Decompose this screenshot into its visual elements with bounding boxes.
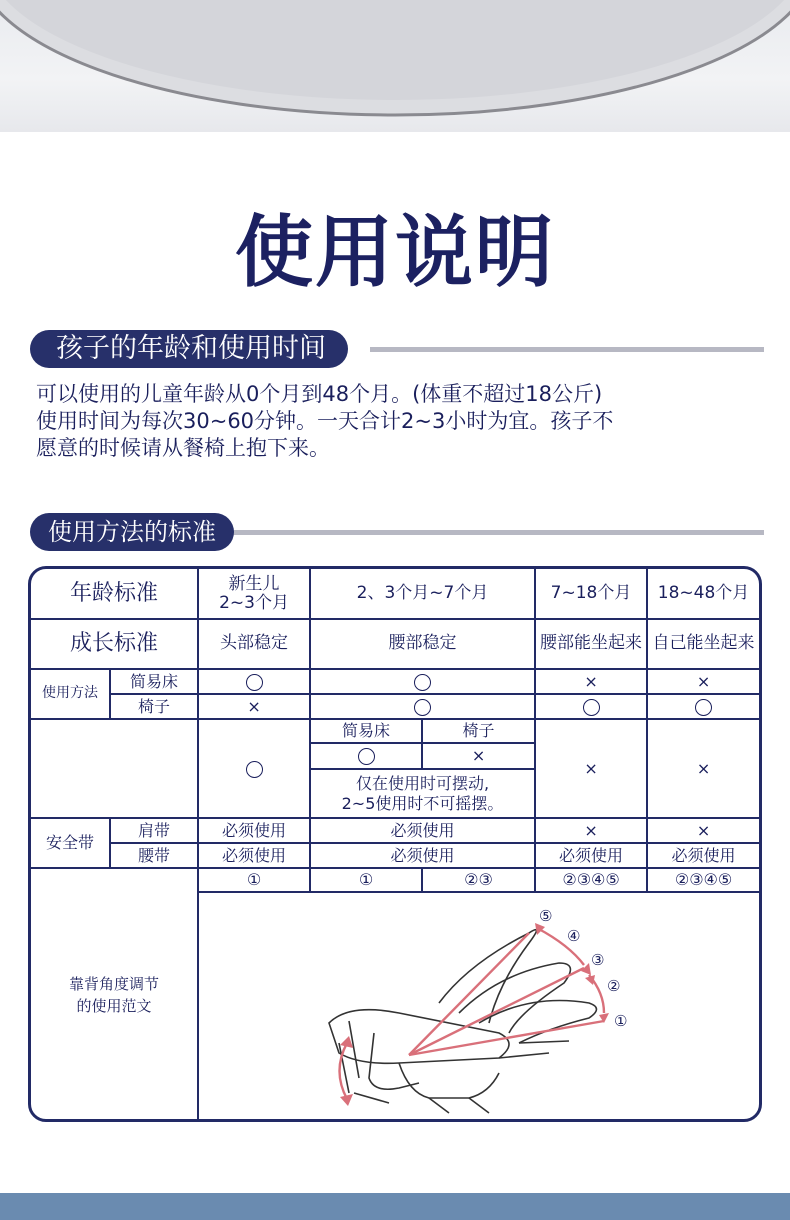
swing-note <box>310 769 535 818</box>
table-cell <box>310 694 535 719</box>
table-cell: 必须使用 <box>198 818 310 843</box>
paragraph-line: 愿意的时候请从餐椅上抱下来。 <box>36 436 330 460</box>
paragraph-line: 使用时间为每次30~60分钟。一天合计2~3小时为宜。孩子不 <box>36 409 614 433</box>
usage-bed-label: 简易床 <box>110 669 198 694</box>
circle-mark <box>695 699 712 716</box>
usage-chair-label: 椅子 <box>110 694 198 719</box>
table-row-age <box>31 569 759 619</box>
chair-sketch <box>329 930 597 1113</box>
table-cell <box>647 694 759 719</box>
swing-note-line: 2~5使用时不可摇摆。 <box>341 793 504 813</box>
section-divider <box>220 530 764 535</box>
recline-label: 靠背角度调节 的使用范文 <box>31 868 198 1121</box>
mark-1: ① <box>614 1012 628 1030</box>
table-cell: × <box>647 719 759 818</box>
section-method-header <box>30 513 763 551</box>
table-cell: × <box>647 818 759 843</box>
circle-mark <box>414 699 431 716</box>
growth-col-waist: 腰部稳定 <box>310 619 535 669</box>
table-cell: ②③④⑤ <box>647 868 759 892</box>
table-cell: × <box>198 694 310 719</box>
section-divider <box>370 347 764 352</box>
swing-sub-bed: 简易床 <box>310 719 422 743</box>
section-method-title: 使用方法的标准 <box>30 513 234 551</box>
table-cell: × <box>535 818 647 843</box>
table-row-usage-bed <box>31 669 759 694</box>
mark-5: ⑤ <box>539 907 553 925</box>
belt-shoulder-label: 肩带 <box>110 818 198 843</box>
table-cell: ②③ <box>422 868 535 892</box>
mark-3: ③ <box>591 951 605 969</box>
circle-mark <box>583 699 600 716</box>
circle-mark <box>414 674 431 691</box>
growth-standard-label: 成长标准 <box>31 619 198 669</box>
top-photo-plate <box>0 0 790 132</box>
table-cell: × <box>535 719 647 818</box>
age-standard-label: 年龄标准 <box>31 569 198 619</box>
table-cell: × <box>647 669 759 694</box>
swing-note-line: 仅在使用时可摆动, <box>355 773 490 793</box>
usage-standard-table <box>28 566 762 1122</box>
table-row-recline-positions <box>31 868 759 892</box>
table-cell: ① <box>198 868 310 892</box>
recline-diagram <box>199 893 759 1121</box>
growth-col-head: 头部稳定 <box>198 619 310 669</box>
table-cell: × <box>535 669 647 694</box>
table-cell: 必须使用 <box>198 843 310 868</box>
page-title: 使用说明 <box>234 208 555 298</box>
age-col-18-48: 18~48个月 <box>647 569 759 619</box>
age-col-newborn: 新生儿 2~3个月 <box>198 569 310 619</box>
usage-method-label: 使用方法 <box>31 669 110 719</box>
circle-mark <box>358 748 375 765</box>
table-row-usage-chair <box>31 694 759 719</box>
table-cell <box>198 669 310 694</box>
belt-waist-label: 腰带 <box>110 843 198 868</box>
section-age-title: 孩子的年龄和使用时间 <box>30 330 348 368</box>
mark-2: ② <box>607 977 621 995</box>
section-age-header <box>30 330 763 368</box>
table-cell: 必须使用 <box>647 843 759 868</box>
table-cell: 必须使用 <box>310 843 535 868</box>
table-row-belt-shoulder <box>31 818 759 843</box>
table-cell <box>198 719 310 818</box>
age-usage-paragraph <box>36 381 676 462</box>
table-cell: 必须使用 <box>535 843 647 868</box>
table-row-belt-waist <box>31 843 759 868</box>
paragraph-line: 可以使用的儿童年龄从0个月到48个月。(体重不超过18公斤) <box>36 382 603 406</box>
table-row-growth <box>31 619 759 669</box>
circle-mark <box>246 761 263 778</box>
swing-label-cell <box>31 719 198 818</box>
mark-4: ④ <box>567 927 581 945</box>
table-cell <box>310 743 422 769</box>
table-cell: ① <box>310 868 422 892</box>
age-col-2-7: 2、3个月~7个月 <box>310 569 535 619</box>
seatbelt-label: 安全带 <box>31 818 110 868</box>
recline-angle-lines <box>340 928 605 1099</box>
table-cell: × <box>422 743 535 769</box>
swing-sub-chair: 椅子 <box>422 719 535 743</box>
circle-mark <box>246 674 263 691</box>
table-cell <box>535 694 647 719</box>
bottom-bar <box>0 1193 790 1220</box>
growth-col-self-sit: 自己能坐起来 <box>647 619 759 669</box>
table-cell: ②③④⑤ <box>535 868 647 892</box>
growth-col-sit: 腰部能坐起来 <box>535 619 647 669</box>
usage-table <box>31 569 759 1122</box>
recline-diagram-cell <box>198 892 759 1121</box>
age-col-7-18: 7~18个月 <box>535 569 647 619</box>
table-cell: 必须使用 <box>310 818 535 843</box>
table-cell <box>310 669 535 694</box>
table-row-swing-head <box>31 719 759 743</box>
